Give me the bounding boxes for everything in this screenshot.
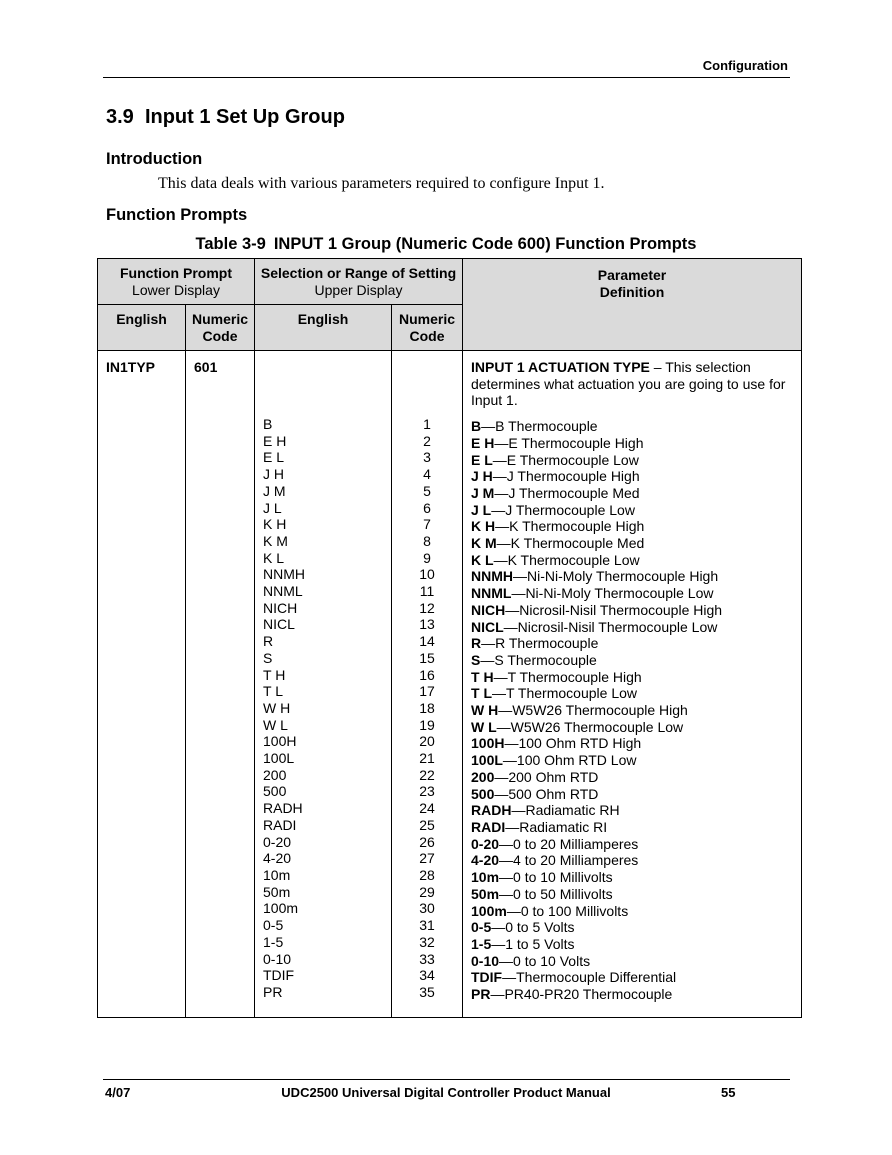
definition-item bbox=[471, 452, 793, 469]
function-prompts-table bbox=[97, 258, 802, 1018]
definition-item-text: —J Thermocouple Low bbox=[491, 501, 635, 518]
selection-english-item: 10m bbox=[263, 866, 291, 883]
definition-item bbox=[471, 435, 793, 452]
running-header: Configuration bbox=[702, 58, 788, 73]
definition-item bbox=[471, 953, 793, 970]
definition-item-code: S bbox=[471, 651, 481, 668]
selection-code-item: 34 bbox=[419, 967, 435, 984]
definition-item-code: NICH bbox=[471, 601, 506, 618]
definition-item bbox=[471, 886, 793, 903]
prompt-code-cell: 601 bbox=[186, 351, 255, 1018]
definition-item-code: 100L bbox=[471, 752, 503, 769]
selection-code-item: 16 bbox=[419, 666, 435, 683]
selection-code-item: 6 bbox=[423, 499, 431, 516]
definition-item bbox=[471, 585, 793, 602]
definition-item bbox=[471, 652, 793, 669]
definition-item-code: 10m bbox=[471, 869, 500, 886]
definition-item-code: 50m bbox=[471, 885, 500, 902]
definition-item-text: —T Thermocouple Low bbox=[492, 685, 637, 702]
definition-item-text: —500 Ohm RTD bbox=[494, 785, 599, 802]
definition-item bbox=[471, 786, 793, 803]
selection-code-item: 35 bbox=[419, 983, 435, 1000]
definition-item bbox=[471, 485, 793, 502]
definition-item-text: —PR40-PR20 Thermocouple bbox=[490, 986, 673, 1003]
header-parameter-definition bbox=[463, 259, 802, 351]
definition-item-code: NNMH bbox=[471, 568, 513, 585]
definition-item-code: 0-5 bbox=[471, 919, 492, 936]
definition-item bbox=[471, 685, 793, 702]
footer-rule bbox=[103, 1079, 790, 1080]
definition-item bbox=[471, 936, 793, 953]
selection-code-item: 30 bbox=[419, 900, 435, 917]
selection-english-item: NICH bbox=[263, 599, 298, 616]
header-selection-range bbox=[255, 259, 463, 305]
selection-english-item: W L bbox=[263, 716, 288, 733]
definition-title-text: – This selection determines what actuation you are going to use for Input 1. bbox=[471, 359, 786, 409]
header-prompt-numeric-code bbox=[186, 305, 255, 351]
definition-item-text: —K Thermocouple Low bbox=[493, 551, 640, 568]
selection-english-item: 4-20 bbox=[263, 850, 292, 867]
selection-code-item: 14 bbox=[419, 633, 435, 650]
selection-english-item: NNML bbox=[263, 583, 303, 600]
definition-item-text: —Thermocouple Differential bbox=[502, 969, 677, 986]
definition-item-code: 100H bbox=[471, 735, 505, 752]
definition-item bbox=[471, 552, 793, 569]
definition-item bbox=[471, 468, 793, 485]
definition-item-code: RADH bbox=[471, 802, 512, 819]
selection-english-item: NICL bbox=[263, 616, 295, 633]
definition-item-code: J H bbox=[471, 468, 493, 485]
selection-english-item: RADH bbox=[263, 800, 303, 817]
selection-english-item: K M bbox=[263, 532, 288, 549]
definition-item-code: E L bbox=[471, 451, 493, 468]
definition-item bbox=[471, 602, 793, 619]
header-function-prompt-label: Function Prompt bbox=[120, 265, 232, 281]
footer-page-number: 55 bbox=[721, 1085, 736, 1100]
definition-item bbox=[471, 502, 793, 519]
selection-english-item: W H bbox=[263, 699, 291, 716]
header-parameter: Parameter bbox=[597, 267, 667, 283]
definition-item-code: J M bbox=[471, 484, 495, 501]
selection-code-item: 11 bbox=[419, 583, 435, 600]
definition-item-text: —0 to 100 Millivolts bbox=[506, 902, 629, 919]
introduction-heading: Introduction bbox=[106, 150, 203, 168]
selection-code-item: 25 bbox=[419, 816, 435, 833]
selection-english-item: 0-10 bbox=[263, 950, 292, 967]
definition-item-code: J L bbox=[471, 501, 492, 518]
definition-item-text: —K Thermocouple Med bbox=[496, 535, 645, 552]
definition-item-text: —J Thermocouple High bbox=[492, 468, 640, 485]
selection-code-item: 1 bbox=[423, 416, 431, 432]
selection-code-item: 27 bbox=[419, 850, 435, 867]
definition-cell bbox=[463, 351, 802, 1018]
selection-english-item: NNMH bbox=[263, 566, 305, 583]
definition-item-code: T H bbox=[471, 668, 494, 685]
selection-english-item: E H bbox=[263, 432, 287, 449]
definition-item-code: W H bbox=[471, 702, 499, 719]
header-code: Code bbox=[202, 328, 238, 344]
definition-item-text: —S Thermocouple bbox=[480, 651, 597, 668]
selection-code-item: 22 bbox=[419, 766, 435, 783]
selection-english-item: 50m bbox=[263, 883, 291, 900]
table-title: INPUT 1 Group (Numeric Code 600) Function Prompts bbox=[273, 235, 697, 253]
definition-item-text: —200 Ohm RTD bbox=[494, 768, 599, 785]
selection-english-item: 0-20 bbox=[263, 833, 292, 850]
header-lower-display: Lower Display bbox=[132, 282, 220, 298]
definition-item bbox=[471, 702, 793, 719]
header-selection-english: English bbox=[255, 305, 392, 351]
definition-item-text: —E Thermocouple High bbox=[494, 434, 644, 451]
selection-english-item: PR bbox=[263, 983, 283, 1000]
definition-item-text: —100 Ohm RTD High bbox=[504, 735, 642, 752]
selection-english-item: 0-5 bbox=[263, 917, 284, 934]
footer-manual-title: UDC2500 Universal Digital Controller Product Manual bbox=[281, 1085, 611, 1100]
definition-item bbox=[471, 819, 793, 836]
selection-code-list bbox=[400, 416, 454, 1001]
selection-code-item: 12 bbox=[419, 599, 435, 616]
definition-item bbox=[471, 669, 793, 686]
definition-item bbox=[471, 752, 793, 769]
definition-item-code: 500 bbox=[471, 785, 495, 802]
selection-code-item: 3 bbox=[423, 449, 431, 466]
definition-item-text: —R Thermocouple bbox=[481, 635, 599, 652]
selection-english-item: B bbox=[263, 416, 273, 432]
table-label: Table 3-9 bbox=[195, 235, 266, 253]
selection-english-list bbox=[263, 416, 383, 1001]
selection-english-item: J L bbox=[263, 499, 282, 516]
header-prompt-english: English bbox=[98, 305, 186, 351]
header-rule bbox=[103, 77, 790, 78]
selection-code-item: 19 bbox=[419, 716, 435, 733]
section-number: 3.9 bbox=[106, 106, 134, 128]
selection-english-item: 1-5 bbox=[263, 933, 284, 950]
selection-code-item: 20 bbox=[419, 733, 435, 750]
definition-item-code: 4-20 bbox=[471, 852, 500, 869]
header-selection-numeric-code bbox=[392, 305, 463, 351]
selection-code-cell bbox=[392, 351, 463, 1018]
selection-code-item: 24 bbox=[419, 800, 435, 817]
selection-english-item: T L bbox=[263, 683, 283, 700]
definition-item bbox=[471, 418, 793, 435]
header-function-prompt bbox=[98, 259, 255, 305]
definition-title-bold: INPUT 1 ACTUATION TYPE bbox=[471, 359, 650, 375]
definition-item-code: 0-20 bbox=[471, 835, 500, 852]
selection-code-item: 2 bbox=[423, 432, 431, 449]
definition-item-text: —Ni-Ni-Moly Thermocouple Low bbox=[511, 585, 714, 602]
prompt-english-cell: IN1TYP bbox=[98, 351, 186, 1018]
definition-item-code: NNML bbox=[471, 585, 512, 602]
definition-item bbox=[471, 986, 793, 1003]
definition-item-text: —0 to 50 Millivolts bbox=[499, 885, 613, 902]
definition-item-code: RADI bbox=[471, 818, 506, 835]
header-code: Code bbox=[409, 328, 445, 344]
definition-item bbox=[471, 568, 793, 585]
definition-item bbox=[471, 869, 793, 886]
definition-item-code: W L bbox=[471, 718, 497, 735]
definition-item-text: —0 to 5 Volts bbox=[491, 919, 575, 936]
selection-code-item: 17 bbox=[419, 683, 435, 700]
definition-item-text: —W5W26 Thermocouple Low bbox=[496, 718, 684, 735]
selection-english-item: J H bbox=[263, 466, 284, 483]
selection-english-item: TDIF bbox=[263, 967, 295, 984]
definition-item-code: E H bbox=[471, 434, 495, 451]
definition-item-text: —0 to 20 Milliamperes bbox=[499, 835, 639, 852]
selection-code-item: 33 bbox=[419, 950, 435, 967]
definition-item-code: PR bbox=[471, 986, 491, 1003]
selection-code-item: 21 bbox=[419, 750, 435, 767]
definition-item-code: 1-5 bbox=[471, 935, 492, 952]
selection-english-item: J M bbox=[263, 482, 286, 499]
definition-item-text: —K Thermocouple High bbox=[495, 518, 645, 535]
selection-code-item: 29 bbox=[419, 883, 435, 900]
selection-english-item: T H bbox=[263, 666, 286, 683]
table-caption bbox=[0, 235, 892, 254]
definition-item bbox=[471, 635, 793, 652]
definition-item-text: —Ni-Ni-Moly Thermocouple High bbox=[513, 568, 719, 585]
definition-item bbox=[471, 619, 793, 636]
selection-code-item: 10 bbox=[419, 566, 435, 583]
section-title: Input 1 Set Up Group bbox=[144, 106, 345, 128]
definition-item bbox=[471, 969, 793, 986]
header-numeric: Numeric bbox=[398, 311, 456, 327]
selection-code-item: 9 bbox=[423, 549, 431, 566]
selection-english-item: 100L bbox=[263, 750, 295, 767]
selection-code-item: 31 bbox=[419, 917, 435, 934]
definition-item bbox=[471, 518, 793, 535]
definition-item-code: 0-10 bbox=[471, 952, 500, 969]
header-selection-range-label: Selection or Range of Setting bbox=[260, 265, 457, 281]
selection-english-item: 100m bbox=[263, 900, 299, 917]
definition-item-text: —Radiamatic RH bbox=[511, 802, 620, 819]
definition-item-code: R bbox=[471, 635, 482, 652]
definition-item-text: —Radiamatic RI bbox=[505, 818, 608, 835]
definition-item-code: NICL bbox=[471, 618, 504, 635]
header-definition: Definition bbox=[599, 284, 665, 300]
selection-code-item: 5 bbox=[423, 482, 431, 499]
selection-english-item: S bbox=[263, 649, 273, 666]
definition-item bbox=[471, 769, 793, 786]
selection-code-item: 7 bbox=[423, 516, 431, 533]
definition-item-text: —0 to 10 Volts bbox=[499, 952, 591, 969]
definition-item-text: —T Thermocouple High bbox=[493, 668, 642, 685]
selection-code-item: 23 bbox=[419, 783, 435, 800]
selection-code-item: 32 bbox=[419, 933, 435, 950]
definition-item-text: —E Thermocouple Low bbox=[492, 451, 639, 468]
section-heading bbox=[106, 106, 345, 129]
definition-item-code: K H bbox=[471, 518, 496, 535]
selection-code-item: 4 bbox=[423, 466, 431, 483]
table-row bbox=[98, 351, 802, 1018]
definition-item-code: K M bbox=[471, 535, 497, 552]
selection-code-item: 13 bbox=[419, 616, 435, 633]
definition-item-text: —J Thermocouple Med bbox=[494, 484, 640, 501]
definition-item-text: —1 to 5 Volts bbox=[491, 935, 575, 952]
definition-item-text: —B Thermocouple bbox=[481, 418, 598, 435]
selection-code-item: 26 bbox=[419, 833, 435, 850]
selection-english-item: E L bbox=[263, 449, 285, 466]
selection-code-item: 8 bbox=[423, 532, 431, 549]
definition-item-code: TDIF bbox=[471, 969, 503, 986]
definition-item-text: —100 Ohm RTD Low bbox=[502, 752, 637, 769]
selection-english-item: RADI bbox=[263, 816, 297, 833]
selection-english-cell bbox=[255, 351, 392, 1018]
definition-item bbox=[471, 919, 793, 936]
header-upper-display: Upper Display bbox=[314, 282, 403, 298]
definition-item bbox=[471, 802, 793, 819]
definition-item bbox=[471, 852, 793, 869]
selection-english-item: 100H bbox=[263, 733, 297, 750]
selection-english-item: 500 bbox=[263, 783, 287, 800]
definition-item-code: T L bbox=[471, 685, 492, 702]
definition-list bbox=[471, 418, 793, 1003]
function-prompts-heading: Function Prompts bbox=[106, 206, 248, 224]
selection-english-item: R bbox=[263, 633, 274, 650]
definition-item-code: K L bbox=[471, 551, 494, 568]
footer-date: 4/07 bbox=[105, 1085, 131, 1100]
definition-item bbox=[471, 903, 793, 920]
definition-item bbox=[471, 535, 793, 552]
definition-item-text: —Nicrosil-Nisil Thermocouple High bbox=[505, 601, 723, 618]
definition-item-text: —W5W26 Thermocouple High bbox=[498, 702, 688, 719]
definition-item-text: —0 to 10 Millivolts bbox=[499, 869, 613, 886]
selection-english-item: K H bbox=[263, 516, 287, 533]
selection-code-item: 28 bbox=[419, 866, 435, 883]
introduction-text: This data deals with various parameters required to configure Input 1. bbox=[158, 175, 605, 192]
definition-title bbox=[471, 359, 793, 409]
definition-item-code: B bbox=[471, 418, 482, 435]
selection-english-item: 200 bbox=[263, 766, 287, 783]
selection-english-item: K L bbox=[263, 549, 285, 566]
definition-item-code: 200 bbox=[471, 768, 495, 785]
definition-item-text: —4 to 20 Milliamperes bbox=[499, 852, 639, 869]
selection-code-item: 15 bbox=[419, 649, 435, 666]
header-numeric: Numeric bbox=[191, 311, 249, 327]
definition-item-code: 100m bbox=[471, 902, 507, 919]
definition-item-text: —Nicrosil-Nisil Thermocouple Low bbox=[503, 618, 718, 635]
definition-item bbox=[471, 836, 793, 853]
definition-item bbox=[471, 735, 793, 752]
selection-code-item: 18 bbox=[419, 699, 435, 716]
definition-item bbox=[471, 719, 793, 736]
